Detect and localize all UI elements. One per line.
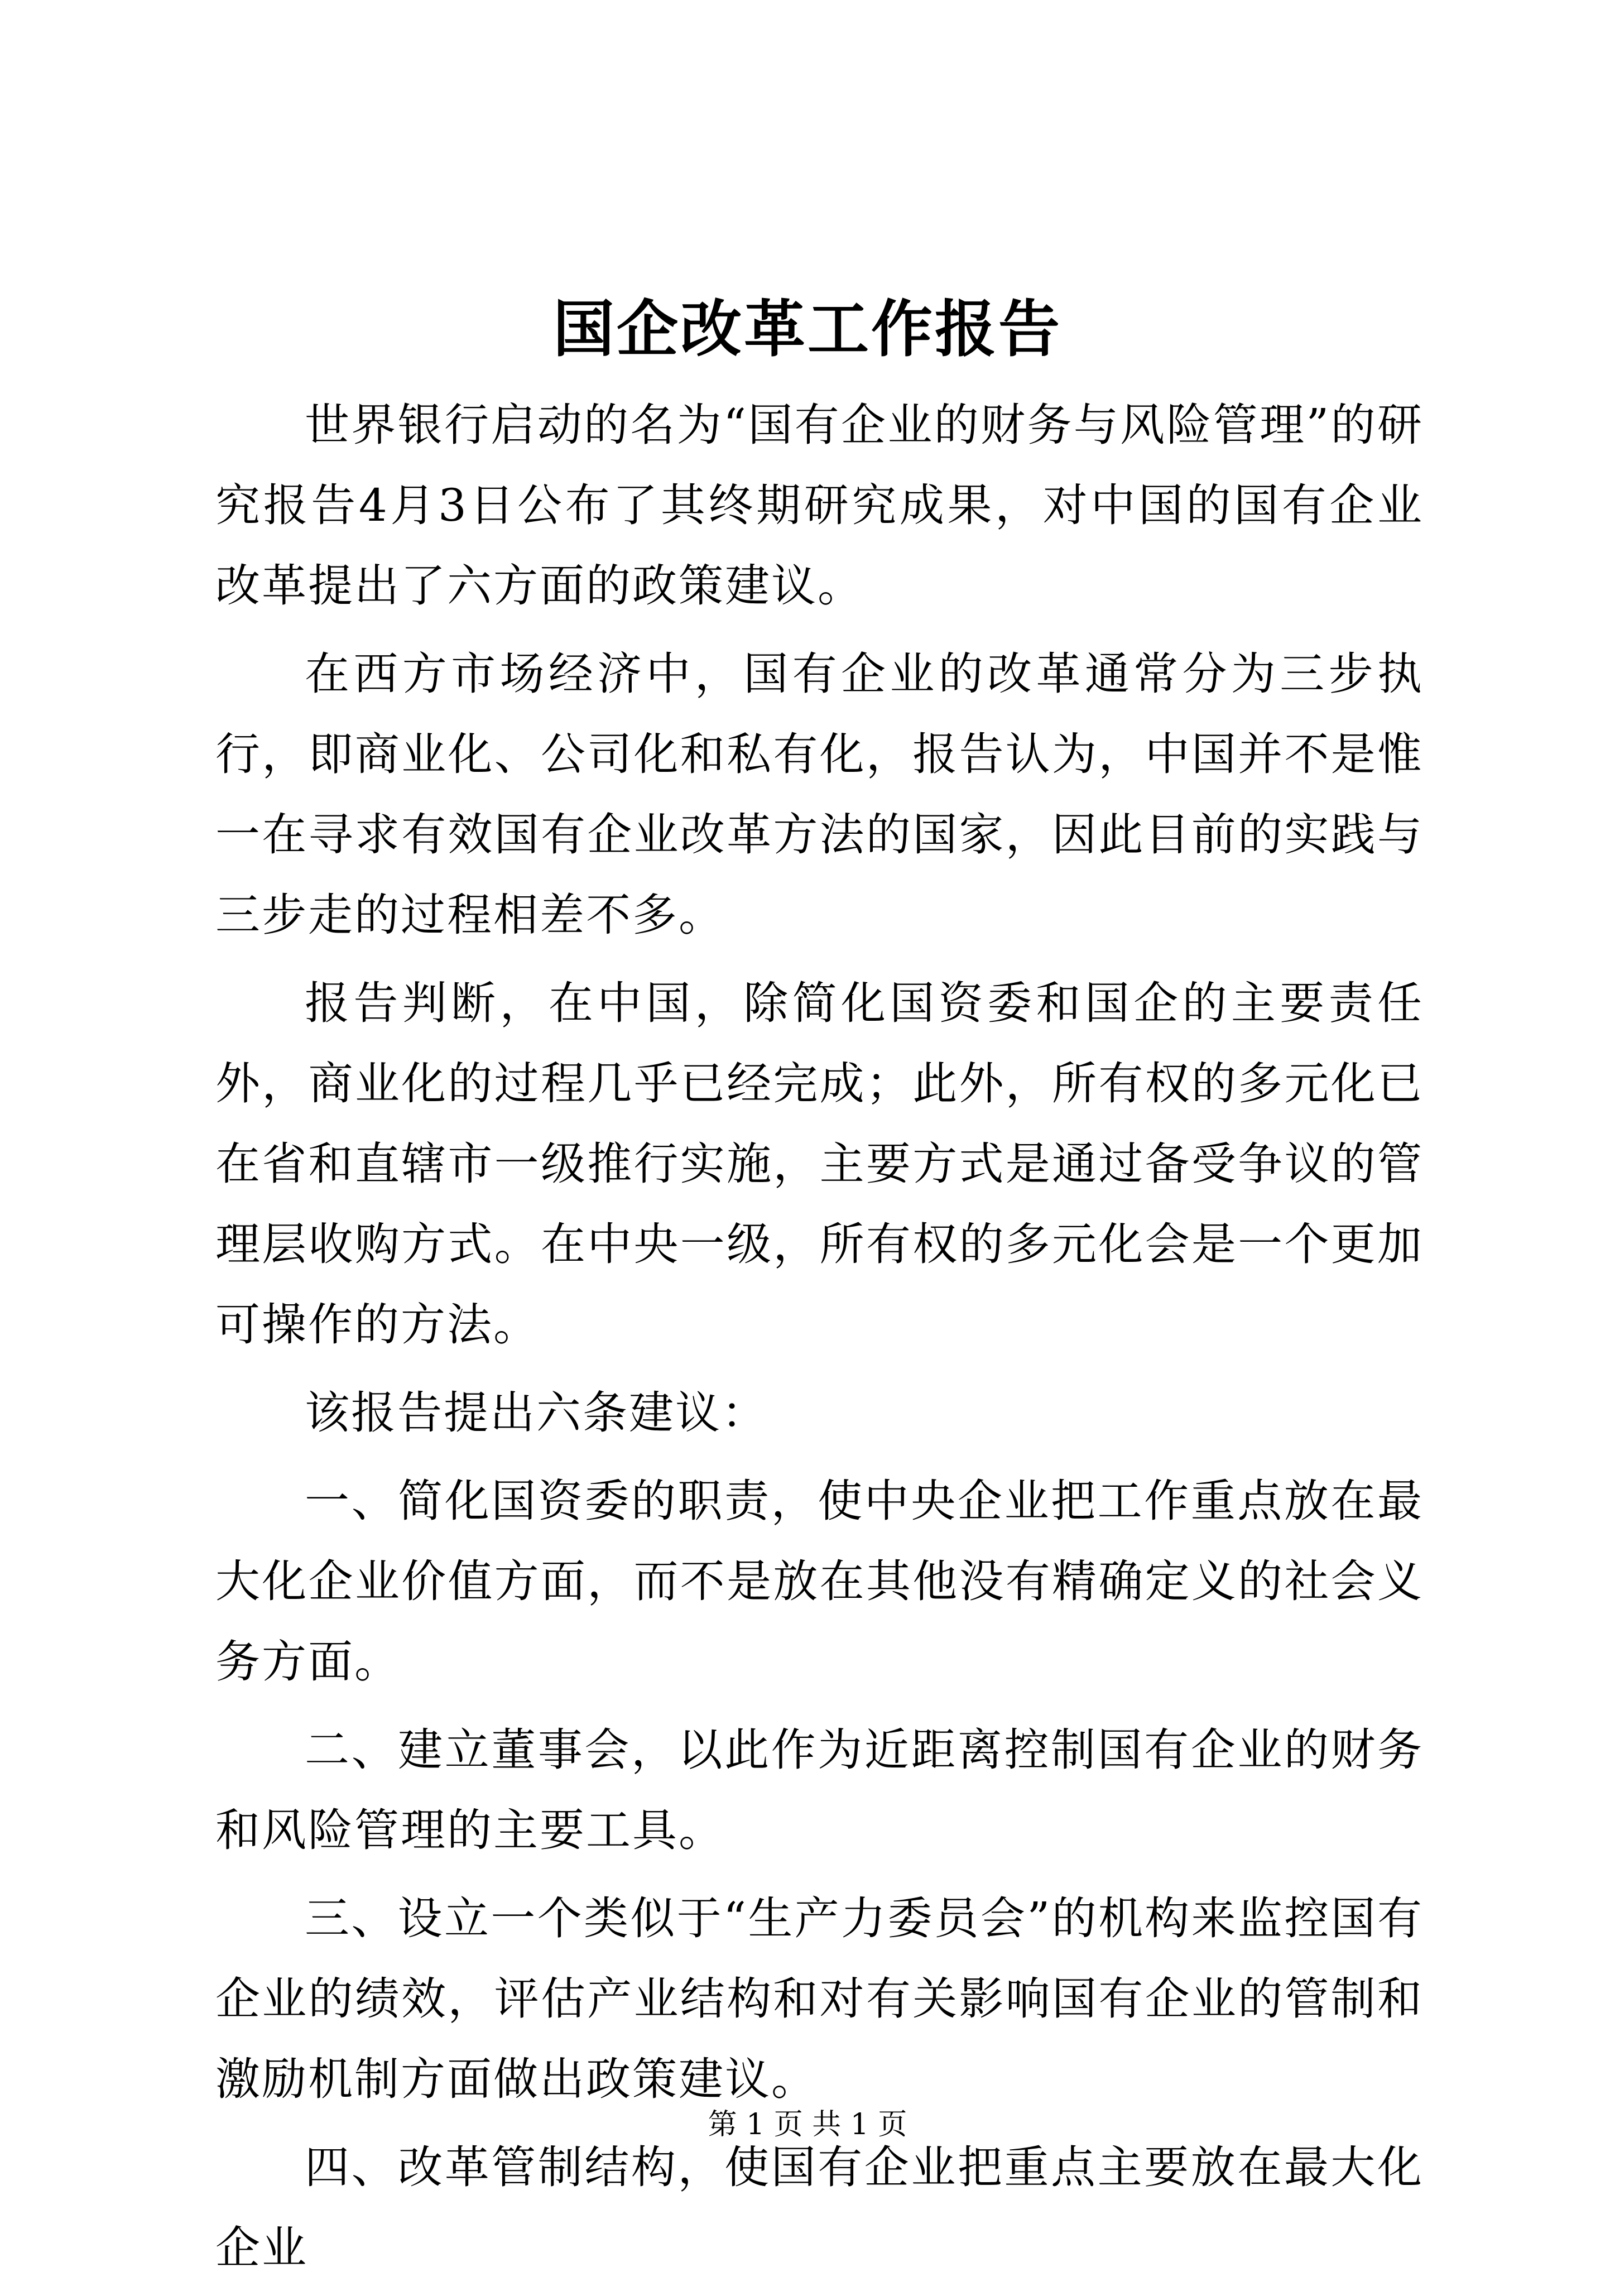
document-title: 国企改革工作报告 <box>553 293 1062 365</box>
paragraph-intro: 世界银行启动的名为“国有企业的财务与风险管理”的研究报告4月3日公布了其终期研究成果，对中国的国有企业改革提出了六方面的政策建议。 <box>215 399 1424 612</box>
paragraph-six-suggestions-heading: 该报告提出六条建议： <box>305 1387 768 1439</box>
page-footer: 第 1 页 共 1 页 <box>708 2108 907 2141</box>
paragraph-suggestion-4: 四、改革管制结构，使国有企业把重点主要放在最大化企业 <box>215 2141 1424 2274</box>
paragraph-suggestion-2: 二、建立董事会，以此作为近距离控制国有企业的财务和风险管理的主要工具。 <box>215 1724 1424 1856</box>
paragraph-suggestion-1: 一、简化国资委的职责，使中央企业把工作重点放在最大化企业价值方面，而不是放在其他没有精确定义的社会义务方面。 <box>215 1475 1424 1688</box>
paragraph-suggestion-3: 三、设立一个类似于“生产力委员会”的机构来监控国有企业的绩效，评估产业结构和对有关影响国有企业的管制和激励机制方面做出政策建议。 <box>215 1892 1424 2105</box>
paragraph-western-reform: 在西方市场经济中，国有企业的改革通常分为三步执行，即商业化、公司化和私有化，报告认为，中国并不是惟一在寻求有效国有企业改革方法的国家，因此目前的实践与三步走的过程相差不多。 <box>215 648 1424 941</box>
document-body <box>215 385 1424 2296</box>
paragraph-report-judgement: 报告判断，在中国，除简化国资委和国企的主要责任外，商业化的过程几乎已经完成；此外，所有权的多元化已在省和直辖市一级推行实施，主要方式是通过备受争议的管理层收购方式。在中央一级，所有权的多元化会是一个更加可操作的方法。 <box>215 977 1424 1351</box>
